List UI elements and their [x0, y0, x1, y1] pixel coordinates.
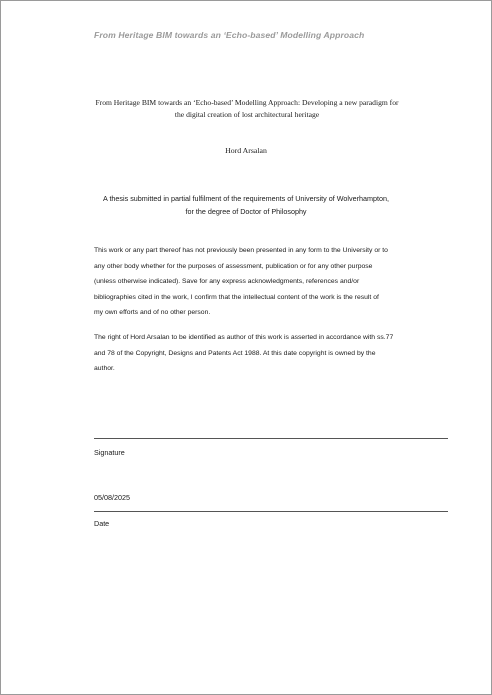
signature-label: Signature [94, 448, 125, 457]
thesis-title-line: the digital creation of lost architectural heritage [174, 110, 320, 119]
submission-line: for the degree of Doctor of Philosophy [185, 207, 307, 216]
date-value: 05/08/2025 [94, 493, 130, 502]
copyright-statement [94, 330, 454, 377]
originality-declaration [94, 243, 454, 321]
declaration-line: (unless otherwise indicated). Save for any express acknowledgments, references and/or [94, 278, 360, 285]
date-line [94, 511, 448, 512]
copyright-line: The right of Hord Arsalan to be identified as author of this work is asserted in accordance with ss.77 [94, 334, 394, 341]
submission-statement [71, 192, 421, 218]
running-header: From Heritage BIM towards an ‘Echo-based’ Modelling Approach [94, 30, 365, 40]
declaration-line: bibliographies cited in the work, I confirm that the intellectual content of the work is the result of [94, 293, 379, 301]
date-label: Date [94, 519, 110, 528]
thesis-title-line: From Heritage BIM towards an ‘Echo-based’ Modelling Approach: Developing a new paradigm for [95, 98, 399, 107]
thesis-title [71, 97, 423, 121]
copyright-line: author. [94, 365, 115, 372]
copyright-line: and 78 of the Copyright, Designs and Patents Act 1988. At this date copyright is owned by the [94, 349, 376, 357]
signature-line [94, 438, 448, 439]
submission-line: A thesis submitted in partial fulfilment of the requirements of University of Wolverhampton, [103, 194, 389, 203]
declaration-line: This work or any part thereof has not previously been presented in any form to the University or to [94, 247, 388, 254]
author-name: Hord Arsalan [225, 146, 267, 155]
declaration-line: any other body whether for the purposes of assessment, publication or for any other purpose [94, 262, 373, 270]
declaration-line: my own efforts and of no other person. [94, 309, 211, 316]
